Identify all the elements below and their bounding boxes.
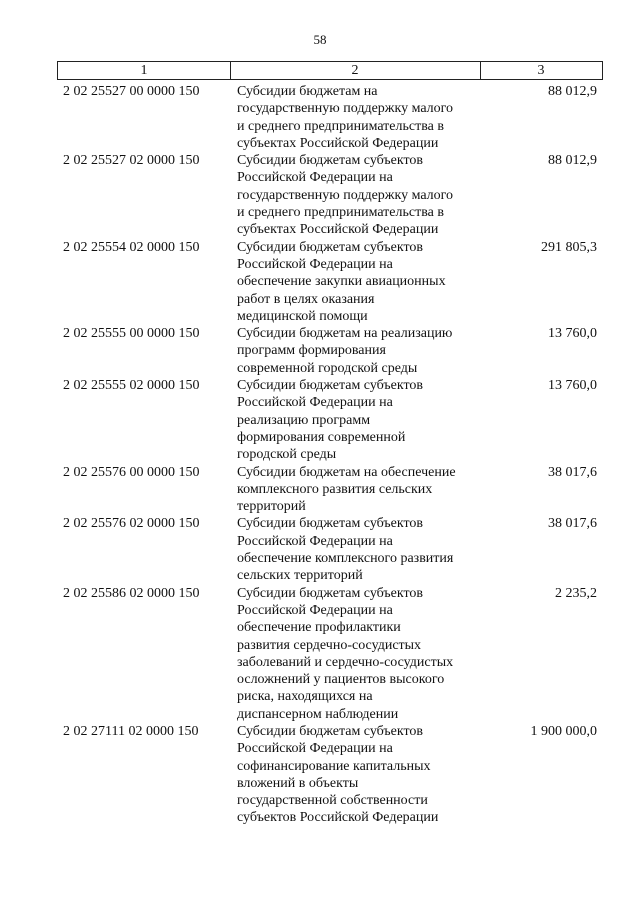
row-amount: 2 235,2 xyxy=(555,585,597,601)
budget-code: 2 02 25555 00 0000 150 xyxy=(63,326,200,342)
budget-code: 2 02 25576 02 0000 150 xyxy=(63,516,200,532)
row-description: Субсидии бюджетам субъектов Российской Федерации на обеспечение комплексного развития сельских территорий xyxy=(237,516,454,584)
row-description: Субсидии бюджетам субъектов Российской Федерации на обеспечение профилактики развития сердечно-сосудистых заболеваний и сердечно-сосудистых осложнений у пациентов высокого риска, находящихся на диспансерном наблюдении xyxy=(237,585,454,722)
row-description: Субсидии бюджетам на государственную поддержку малого и среднего предпринимательства в субъектах Российской Федерации xyxy=(237,84,454,151)
budget-code: 2 02 25527 00 0000 150 xyxy=(63,84,200,99)
table-row xyxy=(57,723,603,827)
row-amount: 13 760,0 xyxy=(548,378,597,394)
table-row xyxy=(57,585,603,723)
row-description: Субсидии бюджетам субъектов Российской Федерации на обеспечение закупки авиационных работ в целях оказания медицинской помощи xyxy=(237,239,446,324)
table-row xyxy=(57,152,603,238)
row-description: Субсидии бюджетам на реализацию программ формирования современной городской среды xyxy=(237,326,453,376)
row-description: Субсидии бюджетам на обеспечение комплексного развития сельских территорий xyxy=(237,464,456,515)
row-description: Субсидии бюджетам субъектов Российской Федерации на софинансирование капитальных вложений в объекты государственной собственности субъектов Российской Федерации xyxy=(237,723,439,826)
column-header-1: 1 xyxy=(58,62,231,79)
budget-code: 2 02 25527 02 0000 150 xyxy=(63,153,200,169)
table-row xyxy=(57,325,603,377)
budget-code: 2 02 25555 02 0000 150 xyxy=(63,378,200,394)
budget-code: 2 02 25576 00 0000 150 xyxy=(63,464,200,480)
column-header-3: 3 xyxy=(537,63,545,78)
table-body xyxy=(57,83,603,827)
row-amount: 13 760,0 xyxy=(548,326,597,342)
row-amount: 88 012,9 xyxy=(548,153,597,169)
budget-code: 2 02 25554 02 0000 150 xyxy=(63,239,200,255)
budget-code: 2 02 27111 02 0000 150 xyxy=(63,723,199,739)
table-row xyxy=(57,377,603,463)
row-amount: 1 900 000,0 xyxy=(530,723,597,739)
row-description: Субсидии бюджетам субъектов Российской Федерации на реализацию программ формирования современной городской среды xyxy=(237,378,424,463)
row-description: Субсидии бюджетам субъектов Российской Федерации на государственную поддержку малого и среднего предпринимательства в субъектах Российской Федерации xyxy=(237,153,454,238)
page-number: 58 xyxy=(313,32,327,47)
table-header xyxy=(57,61,603,80)
table-row xyxy=(57,83,603,152)
row-amount: 38 017,6 xyxy=(548,516,597,532)
budget-code: 2 02 25586 02 0000 150 xyxy=(63,585,200,601)
row-amount: 291 805,3 xyxy=(541,239,597,255)
row-amount: 88 012,9 xyxy=(548,84,597,99)
row-amount: 38 017,6 xyxy=(548,464,597,480)
table-row xyxy=(57,464,603,516)
table-row xyxy=(57,515,603,584)
column-header-2: 2 xyxy=(230,62,481,79)
table-row xyxy=(57,239,603,325)
